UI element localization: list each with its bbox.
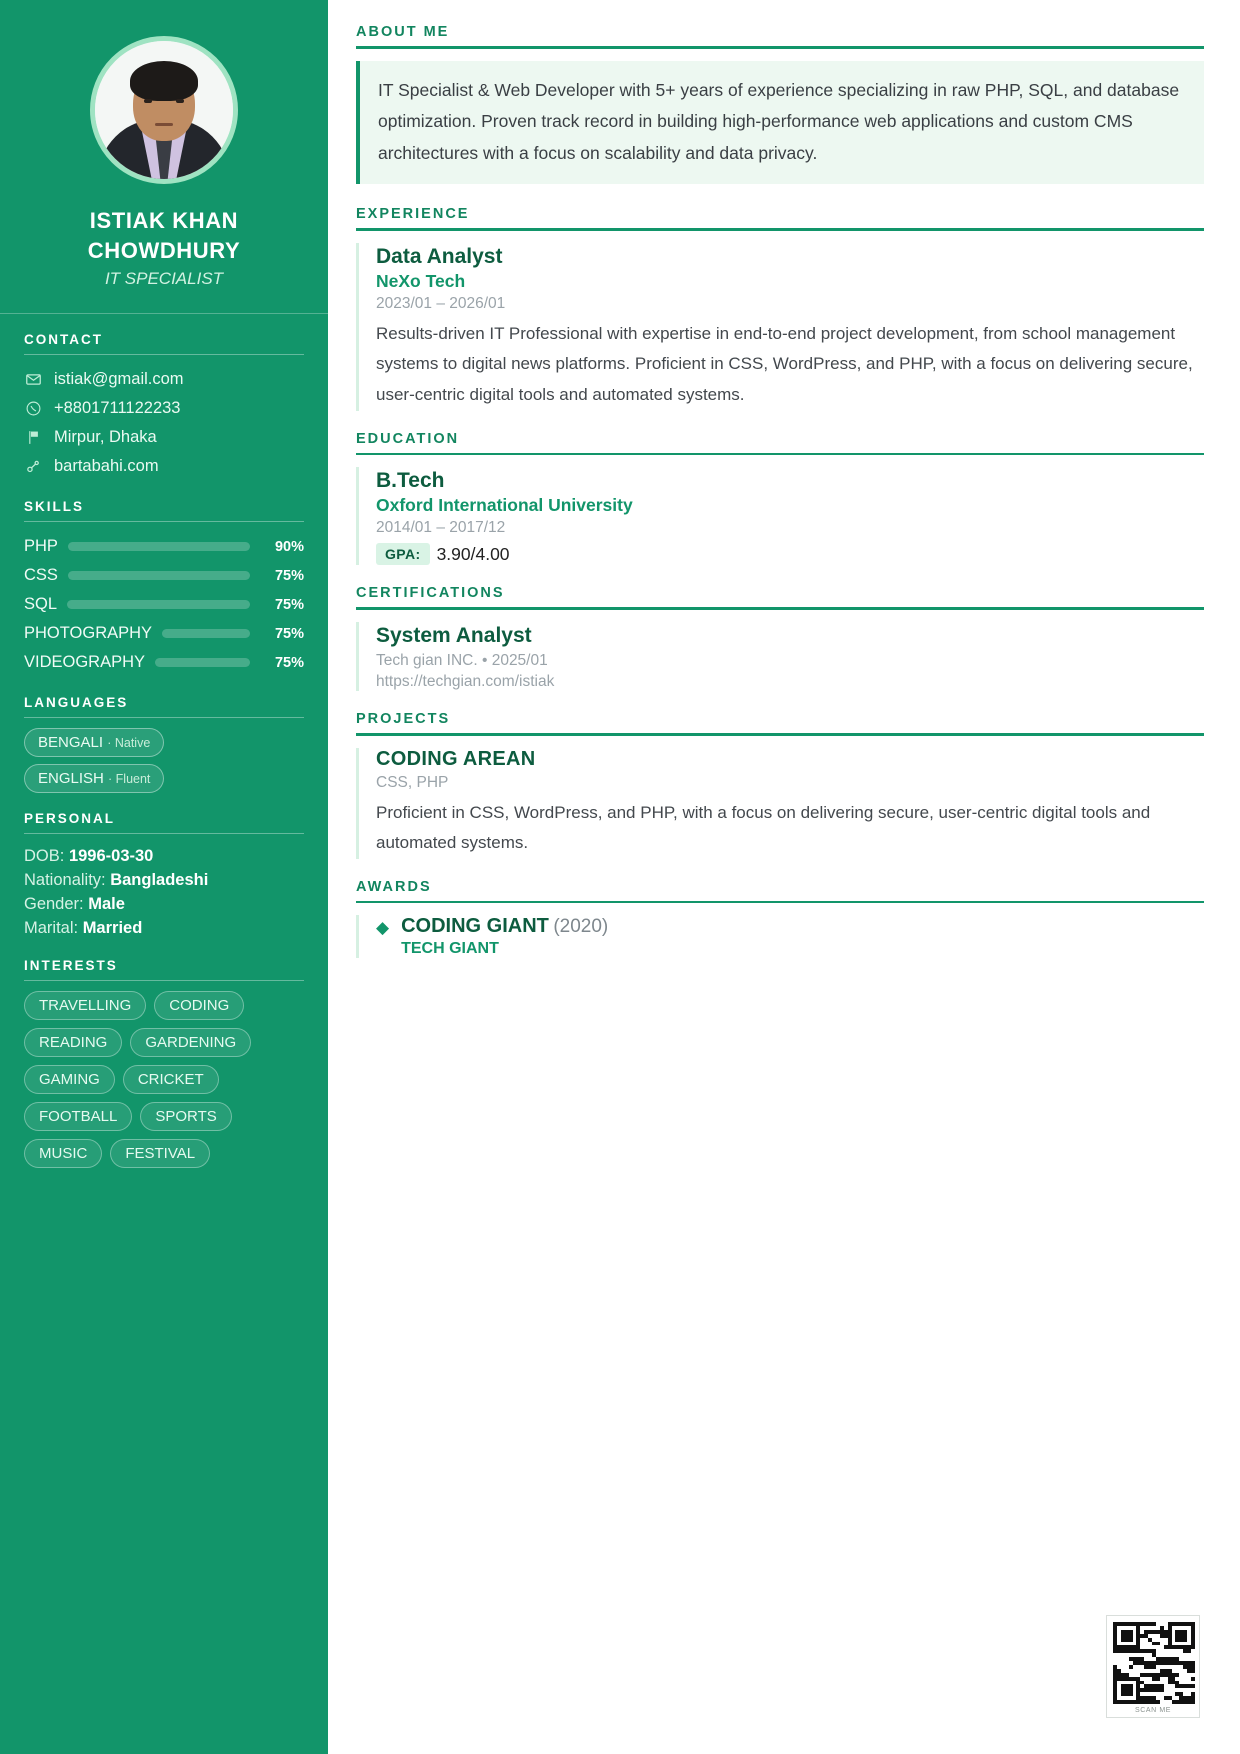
certifications-heading: CERTIFICATIONS	[356, 585, 505, 602]
award-year: (2020)	[553, 916, 609, 938]
award-row	[376, 915, 1204, 958]
main-column	[328, 0, 1240, 1754]
interests-rule	[24, 980, 304, 981]
interest-tag: READING	[24, 1028, 122, 1057]
skill-name: PHP	[24, 537, 58, 556]
contact-item-website[interactable]	[24, 452, 304, 481]
skill-progress-bar	[68, 542, 250, 551]
personal-value: Married	[82, 918, 143, 937]
experience-item	[356, 243, 1204, 411]
certifications-rule	[356, 607, 1204, 610]
diamond-bullet-icon: ◆	[376, 918, 390, 938]
award-name: CODING GIANT	[401, 915, 549, 938]
skill-row	[24, 619, 304, 648]
contact-location-value: Mirpur, Dhaka	[54, 428, 157, 447]
skill-progress-bar	[162, 629, 250, 638]
skill-percent: 75%	[274, 625, 304, 642]
personal-list	[24, 844, 304, 940]
language-name: BENGALI	[38, 734, 104, 752]
about-text: IT Specialist & Web Developer with 5+ years of experience specializing in raw PHP, SQL, and database optimization. Proven track record in building high-performance web applications and custom CMS architectures with a focus on scalability and data privacy.	[356, 61, 1204, 185]
avatar	[90, 36, 238, 184]
interest-tag: FESTIVAL	[110, 1139, 210, 1168]
interest-tag: CRICKET	[123, 1065, 219, 1094]
job-role: IT SPECIALIST	[104, 269, 224, 289]
education-item	[356, 467, 1204, 565]
awards-section	[356, 879, 1204, 959]
skills-section	[24, 499, 304, 677]
personal-heading: PERSONAL	[24, 811, 116, 827]
projects-rule	[356, 733, 1204, 736]
awards-heading: AWARDS	[356, 878, 432, 895]
contact-website-value: bartabahi.com	[54, 457, 159, 476]
experience-company: NeXo Tech	[376, 270, 466, 291]
gpa-value: 3.90/4.00	[436, 543, 510, 564]
skill-row	[24, 561, 304, 590]
flag-icon	[24, 429, 42, 446]
qr-code-image	[1113, 1622, 1195, 1704]
skill-progress-bar	[68, 571, 250, 580]
skill-name: SQL	[24, 595, 58, 614]
interest-tag: GAMING	[24, 1065, 115, 1094]
skills-heading: SKILLS	[24, 499, 85, 515]
contact-section	[24, 332, 304, 481]
certification-issuer: Tech gian INC. • 2025/01	[376, 652, 548, 670]
personal-label: Gender:	[24, 894, 84, 913]
interest-tag: SPORTS	[140, 1102, 231, 1131]
education-gpa-line	[376, 543, 1204, 565]
languages-section	[24, 695, 304, 793]
personal-label: DOB:	[24, 846, 65, 865]
language-level: · Native	[107, 736, 151, 751]
personal-value: Male	[88, 894, 125, 913]
languages-heading: LANGUAGES	[24, 695, 129, 711]
personal-row	[24, 844, 304, 868]
language-pill	[24, 728, 164, 757]
personal-rule	[24, 833, 304, 834]
skill-progress-bar	[155, 658, 250, 667]
education-degree: B.Tech	[376, 469, 445, 493]
certification-name: System Analyst	[376, 623, 532, 647]
contact-email-value: istiak@gmail.com	[54, 370, 184, 389]
award-text-block	[401, 915, 608, 958]
certification-url[interactable]: https://techgian.com/istiak	[376, 673, 555, 691]
awards-rule	[356, 901, 1204, 904]
education-heading: EDUCATION	[356, 430, 460, 447]
award-item	[356, 915, 1204, 958]
contact-item-location[interactable]	[24, 423, 304, 452]
avatar-wrapper	[24, 36, 304, 184]
language-name: ENGLISH	[38, 770, 104, 788]
qr-label: SCAN ME	[1134, 1707, 1172, 1714]
interest-tag: TRAVELLING	[24, 991, 146, 1020]
projects-section	[356, 711, 1204, 859]
skill-percent: 75%	[274, 596, 304, 613]
skill-progress-bar	[67, 600, 250, 609]
personal-row	[24, 892, 304, 916]
contact-item-phone[interactable]	[24, 394, 304, 423]
envelope-icon	[24, 371, 42, 388]
gpa-label: GPA:	[376, 543, 430, 565]
skill-row	[24, 648, 304, 677]
interests-heading: INTERESTS	[24, 958, 118, 974]
interest-tag: FOOTBALL	[24, 1102, 132, 1131]
skill-percent: 75%	[274, 654, 304, 671]
project-item	[356, 748, 1204, 859]
skills-list	[24, 532, 304, 677]
experience-dates: 2023/01 – 2026/01	[376, 294, 506, 312]
about-heading: ABOUT ME	[356, 24, 450, 40]
education-rule	[356, 453, 1204, 456]
experience-description: Results-driven IT Professional with expertise in end-to-end project development, from school management systems to digital news platforms. Proficient in CSS, WordPress, and PHP, with a focus on delivering secure, user-centric digital tools and automated systems.	[376, 323, 1193, 405]
phone-icon	[24, 400, 42, 417]
personal-row	[24, 868, 304, 892]
skill-name: CSS	[24, 566, 58, 585]
personal-value: Bangladeshi	[110, 870, 209, 889]
education-school: Oxford International University	[376, 495, 633, 516]
personal-value: 1996-03-30	[68, 846, 154, 865]
sidebar-divider	[0, 313, 328, 314]
sidebar	[0, 0, 328, 1754]
experience-role: Data Analyst	[376, 244, 503, 268]
personal-section	[24, 811, 304, 940]
personal-row	[24, 916, 304, 940]
personal-label: Marital:	[24, 918, 79, 937]
certification-item	[356, 622, 1204, 691]
certifications-section	[356, 585, 1204, 691]
qr-code-box[interactable]	[1106, 1615, 1200, 1718]
skill-percent: 75%	[274, 567, 304, 584]
interest-tag: CODING	[154, 991, 244, 1020]
interest-tag: MUSIC	[24, 1139, 102, 1168]
project-description: Proficient in CSS, WordPress, and PHP, with a focus on delivering secure, user-centric digital tools and automated systems.	[376, 802, 1151, 853]
interests-list	[24, 991, 304, 1168]
personal-label: Nationality:	[24, 870, 106, 889]
contact-phone-value: +8801711122233	[54, 399, 181, 418]
skill-name: PHOTOGRAPHY	[24, 624, 153, 643]
languages-rule	[24, 717, 304, 718]
skills-rule	[24, 521, 304, 522]
interests-section	[24, 958, 304, 1168]
experience-section	[356, 206, 1204, 411]
languages-list	[24, 728, 304, 793]
experience-rule	[356, 228, 1204, 231]
language-level: · Fluent	[108, 772, 151, 787]
skill-percent: 90%	[274, 538, 304, 555]
award-org: TECH GIANT	[401, 940, 499, 958]
projects-heading: PROJECTS	[356, 711, 451, 728]
project-name: CODING AREAN	[376, 747, 536, 770]
experience-heading: EXPERIENCE	[356, 206, 470, 223]
language-pill	[24, 764, 164, 793]
interest-tag: GARDENING	[130, 1028, 251, 1057]
education-dates: 2014/01 – 2017/12	[376, 519, 506, 537]
about-section	[356, 24, 1204, 184]
contact-heading: CONTACT	[24, 332, 103, 348]
education-section	[356, 431, 1204, 566]
about-rule	[356, 46, 1204, 49]
link-icon	[24, 458, 42, 475]
contact-rule	[24, 354, 304, 355]
skill-row	[24, 532, 304, 561]
contact-item-email[interactable]	[24, 365, 304, 394]
project-tech: CSS, PHP	[376, 773, 449, 791]
skill-row	[24, 590, 304, 619]
full-name: ISTIAK KHAN CHOWDHURY	[87, 208, 241, 263]
skill-name: VIDEOGRAPHY	[24, 653, 146, 672]
